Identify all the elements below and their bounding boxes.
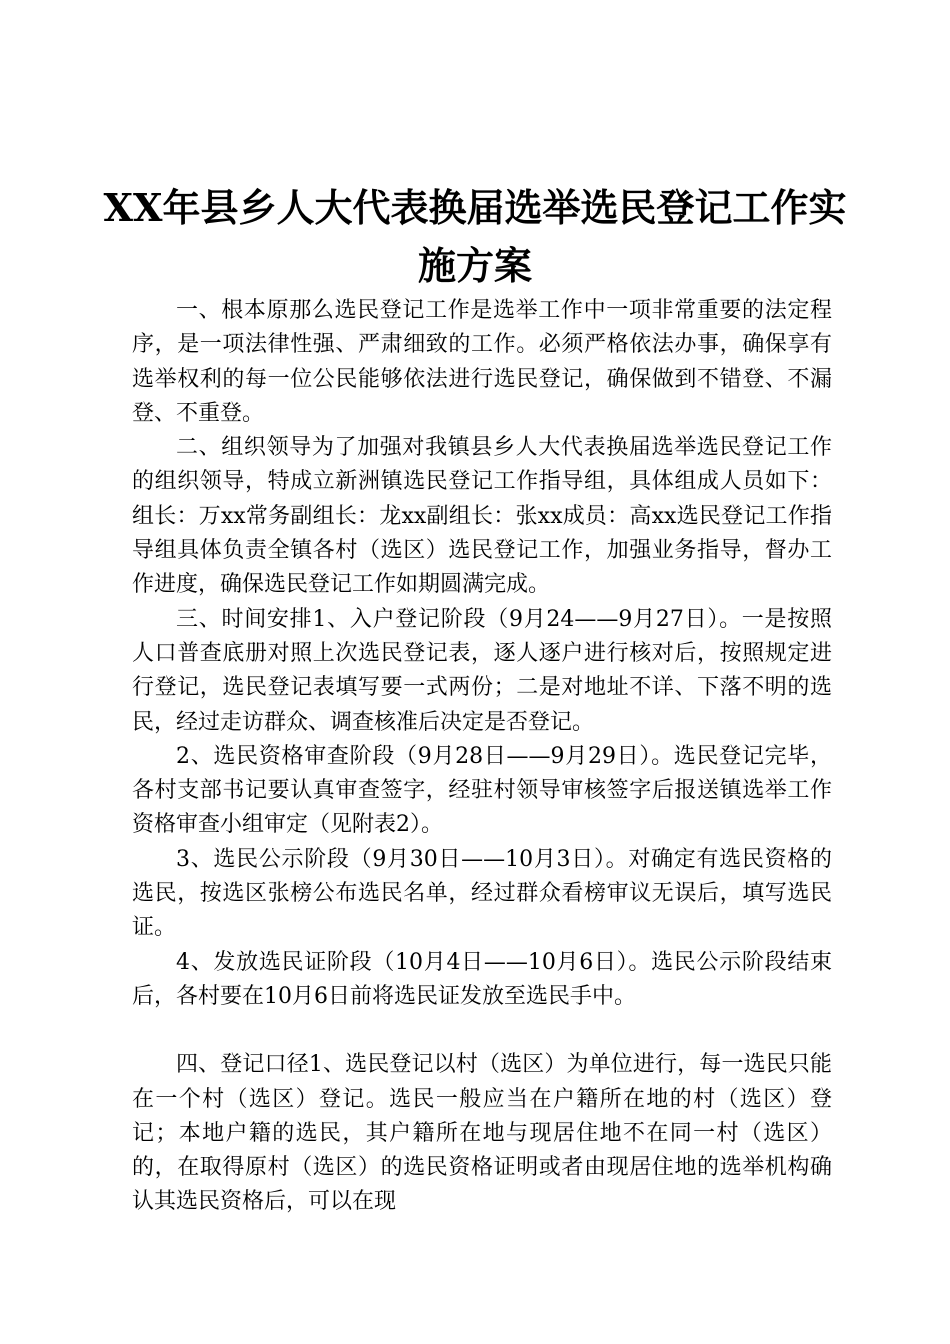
paragraph-registration-criteria: 四、登记口径1、选民登记以村（选区）为单位进行，每一选民只能在一个村（选区）登记。选民一般应当在户籍所在地的村（选区）登记；本地户籍的选民，其户籍所在地与现居住地不在同一村（选区）的，在取得原村（选区）的选民资格证明或者由现居住地的选举机构确认其选民资格后，可以在现: [132, 1052, 832, 1215]
paragraph-public-notice: 3、选民公示阶段（9月30日——10月3日）。对确定有选民资格的选民，按选区张榜公布选民名单，经过群众看榜审议无误后，填写选民证。: [132, 846, 832, 941]
document-title-line-2: 施方案: [417, 243, 532, 288]
paragraph-voter-card-issuance: 4、发放选民证阶段（10月4日——10月6日）。选民公示阶段结束后，各村要在10月6日前将选民证发放至选民手中。: [132, 949, 832, 1009]
document-body: [132, 294, 832, 1220]
paragraph-leadership: 二、组织领导为了加强对我镇县乡人大代表换届选举选民登记工作的组织领导，特成立新洲镇选民登记工作指导组，具体组成人员如下：组长：万xx常务副组长：龙xx副组长：张xx成员：高xx选民登记工作指导组具体负责全镇各村（选区）选民登记工作，加强业务指导，督办工作进度，确保选民登记工作如期圆满完成。: [132, 435, 832, 598]
document-title-line-1: XX年县乡人大代表换届选举选民登记工作实: [103, 185, 847, 230]
paragraph-schedule: 三、时间安排1、入户登记阶段（9月24——9月27日）。一是按照人口普查底册对照上次选民登记表，逐人逐户进行核对后，按照规定进行登记，选民登记表填写要一式两份；二是对地址不详、下落不明的选民，经过走访群众、调查核准后决定是否登记。: [132, 606, 832, 735]
paragraph-qualification-review: 2、选民资格审查阶段（9月28日——9月29日）。选民登记完毕，各村支部书记要认真审查签字，经驻村领导审核签字后报送镇选举工作资格审查小组审定（见附表2）。: [132, 743, 832, 838]
paragraph-principles: 一、根本原那么选民登记工作是选举工作中一项非常重要的法定程序，是一项法律性强、严肃细致的工作。必须严格依法办事，确保享有选举权利的每一位公民能够依法进行选民登记，确保做到不错登、不漏登、不重登。: [132, 298, 832, 426]
